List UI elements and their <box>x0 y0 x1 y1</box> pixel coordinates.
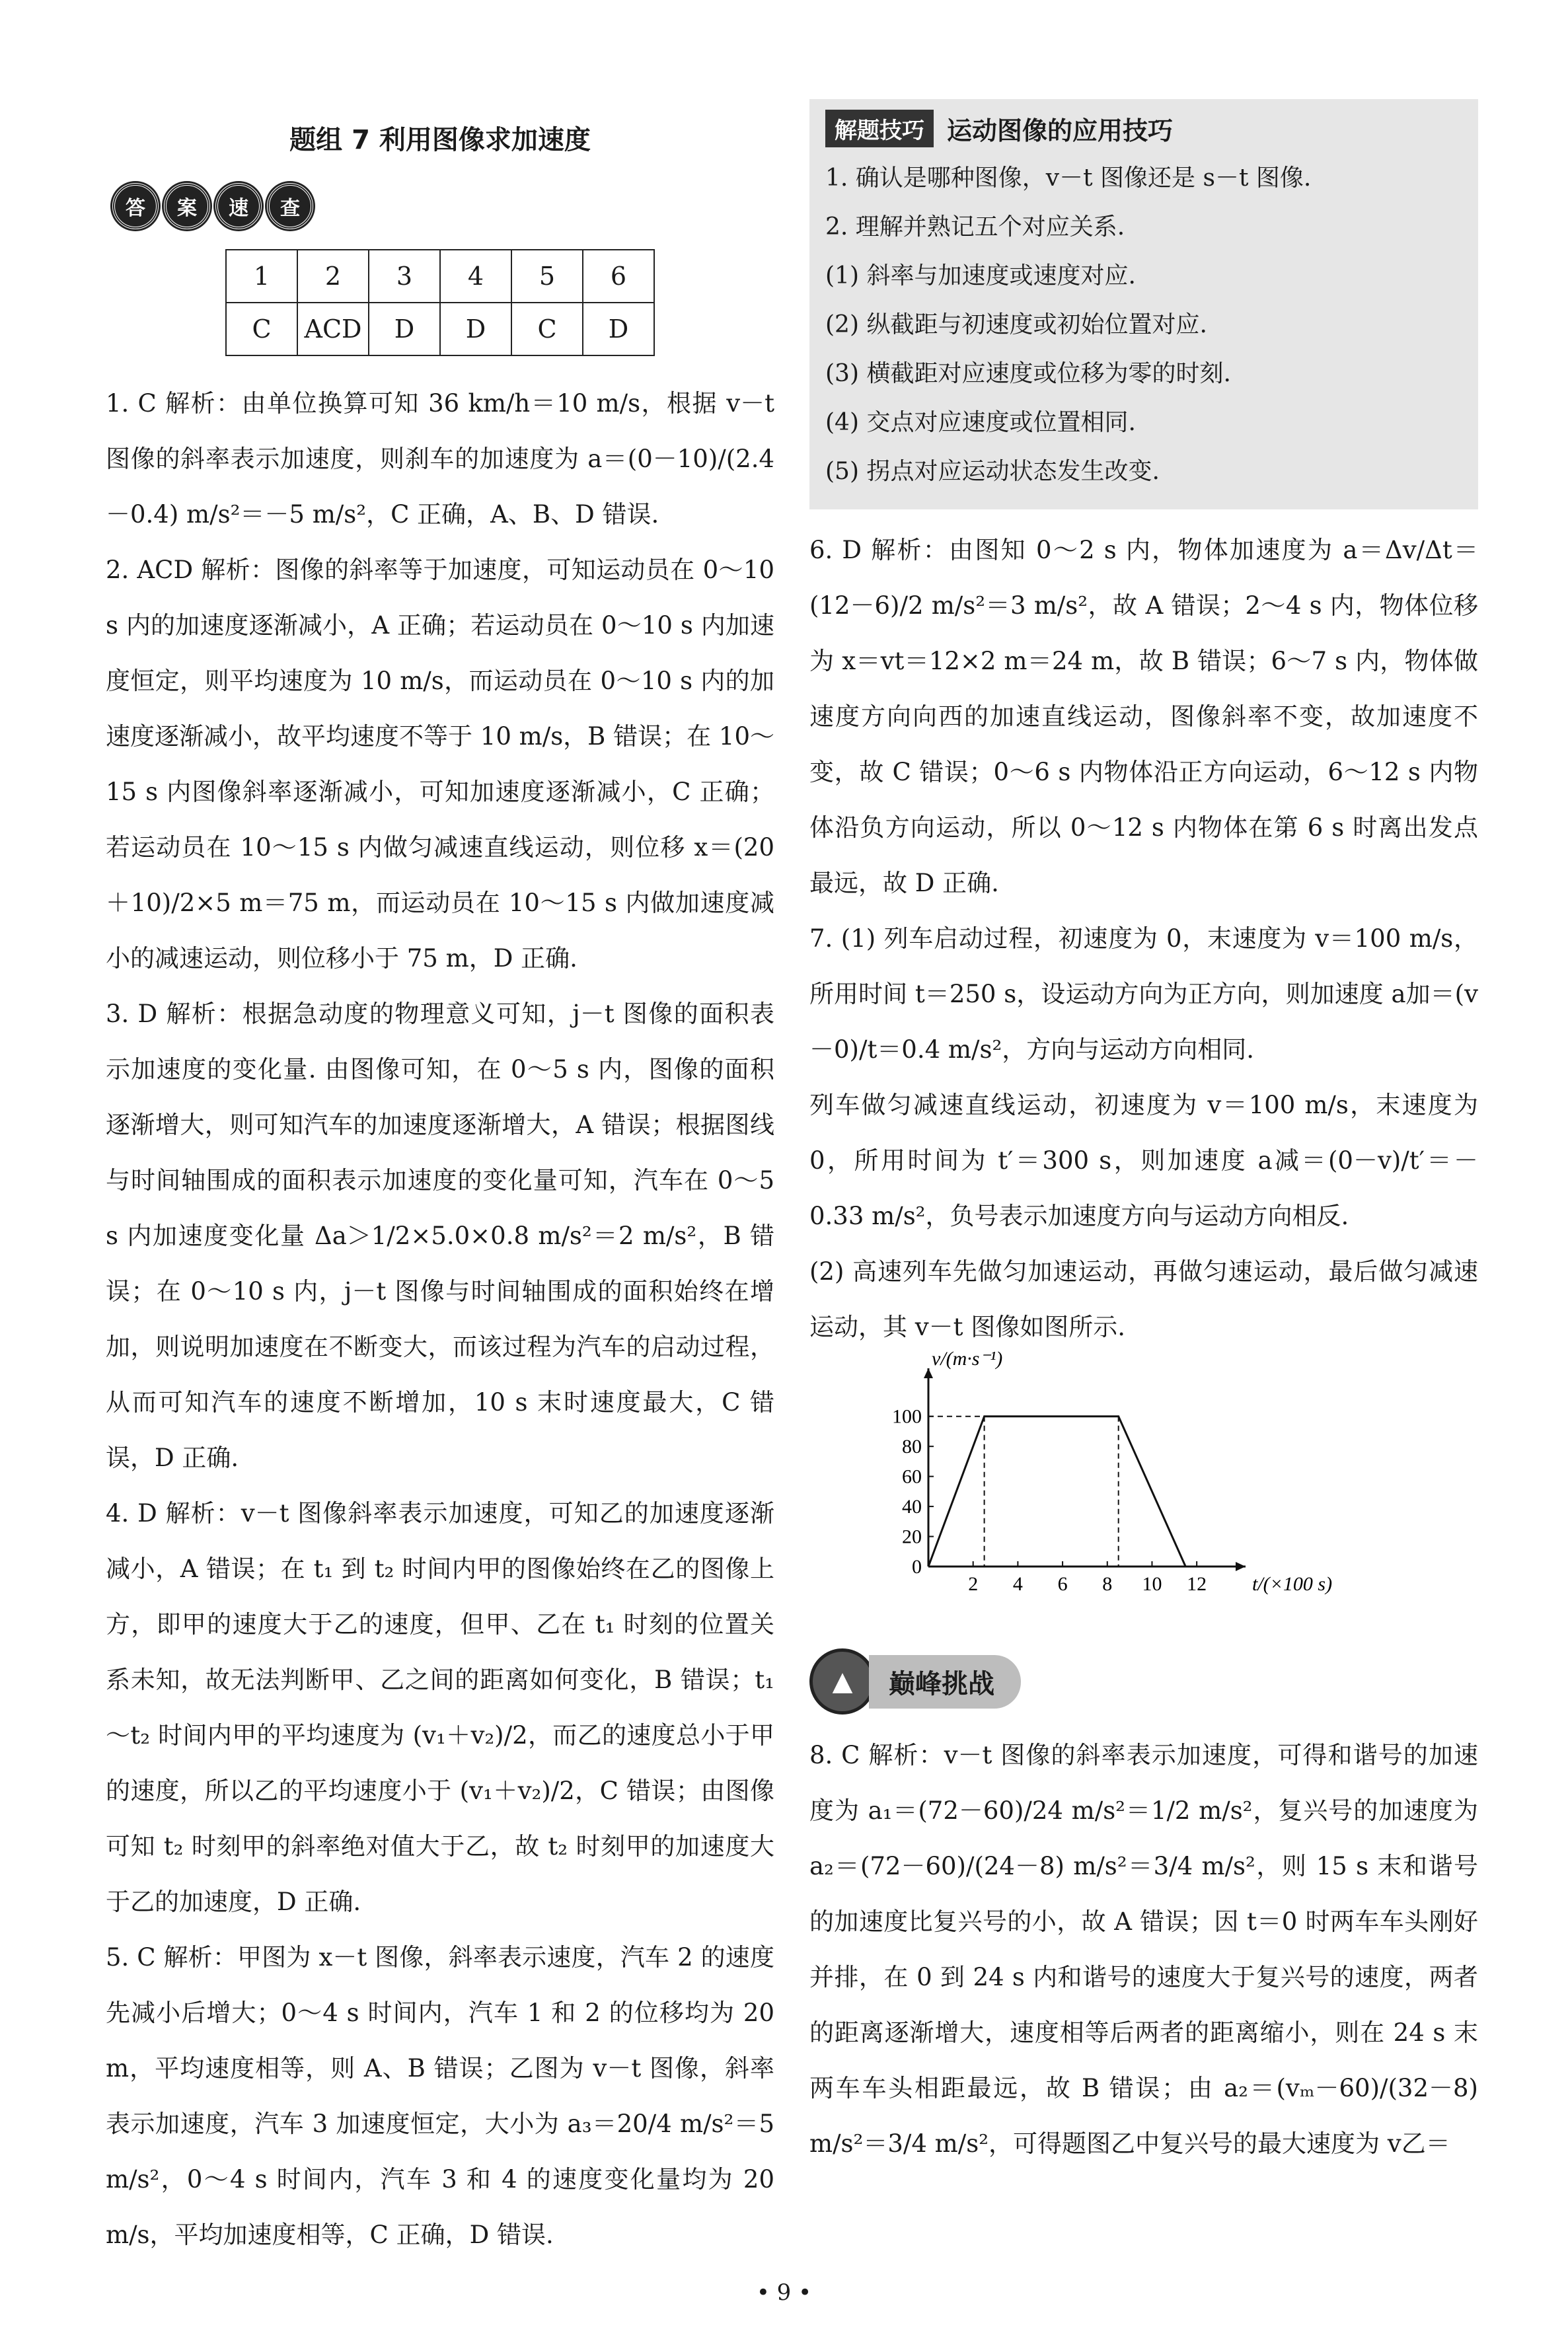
answer-quick-check-badge <box>112 183 774 229</box>
right-column <box>809 99 1478 2172</box>
page-number: • 9 • <box>756 2279 812 2306</box>
peak-challenge-header <box>809 1648 1478 1715</box>
table-cell: 3 <box>369 250 440 303</box>
y-tick-label: 40 <box>902 1496 922 1518</box>
badge-char: 答 <box>112 183 159 229</box>
tips-line: (2) 纵截距与初速度或初始位置对应. <box>825 311 1207 338</box>
left-column <box>106 99 774 2263</box>
x-tick-label: 10 <box>1142 1573 1162 1595</box>
answer-table-row-answers <box>226 303 654 355</box>
origin-label: 0 <box>912 1556 922 1578</box>
tips-line: (3) 横截距对应速度或位移为零的时刻. <box>825 360 1231 387</box>
table-cell: ACD <box>297 303 369 355</box>
solution-5: 5. C 解析：甲图为 x－t 图像，斜率表示速度，汽车 2 的速度先减小后增大；0～4 s 时间内，汽车 1 和 2 的位移均为 20 m，平均速度相等，则 A、B 错误；乙图为 v－t 图像，斜率表示加速度，汽车 3 加速度恒定，大小为 a₃＝20/4 m/s²＝5 m/s²，0～4 s 时间内，汽车 3 和 4 的速度变化量均为 20 m/s，平均加速度相等，C 正确，D 错误. <box>106 1943 774 2249</box>
vt-chart <box>849 1348 1478 1622</box>
table-cell: D <box>583 303 654 355</box>
solution-7-part1: 7. (1) 列车启动过程，初速度为 0，末速度为 v＝100 m/s，所用时间 t＝250 s，设运动方向为正方向，则加速度 a加＝(v－0)/t＝0.4 m/s²，方向与运动方向相同. <box>809 924 1478 1064</box>
x-tick-label: 8 <box>1102 1573 1113 1595</box>
y-axis-arrow <box>924 1368 933 1378</box>
table-cell: 6 <box>583 250 654 303</box>
y-tick-label: 20 <box>902 1526 922 1548</box>
table-cell: C <box>226 303 297 355</box>
answer-table-row-numbers <box>226 250 654 303</box>
table-cell: 1 <box>226 250 297 303</box>
x-tick-label: 4 <box>1012 1573 1023 1595</box>
tips-line: 1. 确认是哪种图像，v－t 图像还是 s－t 图像. <box>825 165 1312 192</box>
solution-8: 8. C 解析：v－t 图像的斜率表示加速度，可得和谐号的加速度为 a₁＝(72－60)/24 m/s²＝1/2 m/s²，复兴号的加速度为 a₂＝(72－60)/(24－8) m/s²＝3/4 m/s²，则 15 s 末和谐号的加速度比复兴号的小，故 A 错误；因 t＝0 时两车车头刚好并排，在 0 到 24 s 内和谐号的速度大于复兴号的速度，两者的距离逐渐增大，速度相等后两者的距离缩小，则在 24 s 末两车车头相距最远，故 B 错误；由 a₂＝(vₘ－60)/(32－8) m/s²＝3/4 m/s²，可得题图乙中复兴号的最大速度为 v乙＝ <box>809 1741 1478 2158</box>
solution-7-part1-cont: 列车做匀减速直线运动，初速度为 v＝100 m/s，末速度为 0，所用时间为 t′＝300 s，则加速度 a减＝(0－v)/t′＝－0.33 m/s²，负号表示加速度方向与运动方向相反. <box>809 1091 1478 1230</box>
tips-line: (1) 斜率与加速度或速度对应. <box>825 262 1136 289</box>
tips-line: (5) 拐点对应运动状态发生改变. <box>825 458 1160 485</box>
badge-char: 速 <box>215 183 262 229</box>
solution-2: 2. ACD 解析：图像的斜率等于加速度，可知运动员在 0～10 s 内的加速度逐渐减小，A 正确；若运动员在 0～10 s 内加速度恒定，则平均速度为 10 m/s，而运动员在 0～10 s 内的加速度逐渐减小，故平均速度不等于 10 m/s，B 错误；在 10～15 s 内图像斜率逐渐减小，可知加速度逐渐减小，C 正确；若运动员在 10～15 s 内做匀减速直线运动，则位移 x＝(20＋10)/2×5 m＝75 m，而运动员在 10～15 s 内做加速度减小的减速运动，则位移小于 75 m，D 正确. <box>106 556 774 973</box>
badge-char: 案 <box>164 183 210 229</box>
x-tick-label: 2 <box>968 1573 979 1595</box>
tips-title: 运动图像的应用技巧 <box>947 116 1174 145</box>
section-title: 题组 7 利用图像求加速度 <box>289 125 591 155</box>
table-cell: 4 <box>440 250 511 303</box>
tips-line: 2. 理解并熟记五个对应关系. <box>825 213 1125 240</box>
table-cell: 2 <box>297 250 369 303</box>
table-cell: D <box>440 303 511 355</box>
badge-char: 查 <box>267 183 313 229</box>
table-cell: D <box>369 303 440 355</box>
series-line <box>928 1417 1185 1567</box>
solution-4: 4. D 解析：v－t 图像斜率表示加速度，可知乙的加速度逐渐减小，A 错误；在 t₁ 到 t₂ 时间内甲的图像始终在乙的图像上方，即甲的速度大于乙的速度，但甲、乙在 t₁ 时刻的位置关系未知，故无法判断甲、乙之间的距离如何变化，B 错误；t₁～t₂ 时间内甲的平均速度为 (v₁＋v₂)/2，而乙的速度总小于甲的速度，所以乙的平均速度小于 (v₁＋v₂)/2，C 错误；由图像可知 t₂ 时刻甲的斜率绝对值大于乙，故 t₂ 时刻甲的加速度大于乙的加速度，D 正确. <box>106 1499 774 1916</box>
y-tick-label: 100 <box>892 1405 922 1428</box>
tips-header <box>825 110 1462 147</box>
x-tick-label: 6 <box>1057 1573 1068 1595</box>
y-tick-label: 80 <box>902 1436 922 1458</box>
solution-6: 6. D 解析：由图知 0～2 s 内，物体加速度为 a＝Δv/Δt＝(12－6)/2 m/s²＝3 m/s²，故 A 错误；2～4 s 内，物体位移为 x＝vt＝12×2 m＝24 m，故 B 错误；6～7 s 内，物体做速度方向向西的加速直线运动，图像斜率不变，故加速度不变，故 C 错误；0～6 s 内物体沿正方向运动，6～12 s 内物体沿负方向运动，所以 0～12 s 内物体在第 6 s 时离出发点最远，故 D 正确. <box>809 536 1478 897</box>
solution-7-part2: (2) 高速列车先做匀加速运动，再做匀速运动，最后做匀减速运动，其 v－t 图像如图所示. <box>809 1257 1478 1341</box>
table-cell: 5 <box>511 250 583 303</box>
tips-tag: 解题技巧 <box>825 110 934 147</box>
x-axis-label: t/(×100 s) <box>1252 1573 1333 1595</box>
tips-box <box>809 99 1478 509</box>
solution-1: 1. C 解析：由单位换算可知 36 km/h＝10 m/s，根据 v－t 图像的斜率表示加速度，则刹车的加速度为 a＝(0－10)/(2.4－0.4) m/s²＝－5 m/s²，C 正确，A、B、D 错误. <box>106 389 774 529</box>
y-tick-label: 60 <box>902 1465 922 1488</box>
answer-table <box>225 249 655 356</box>
vt-chart-svg <box>849 1348 1333 1619</box>
section-label: 巅峰挑战 <box>869 1655 1021 1709</box>
x-axis-arrow <box>1236 1562 1246 1571</box>
y-axis-label: v/(m·s⁻¹) <box>932 1348 1003 1370</box>
x-tick-label: 12 <box>1187 1573 1207 1595</box>
table-cell: C <box>511 303 583 355</box>
mountain-icon: ▲ <box>809 1648 876 1715</box>
tips-line: (4) 交点对应速度或位置相同. <box>825 409 1136 436</box>
solution-3: 3. D 解析：根据急动度的物理意义可知，j－t 图像的面积表示加速度的变化量. 由图像可知，在 0～5 s 内，图像的面积逐渐增大，则可知汽车的加速度逐渐增大，A 错误；根据图线与时间轴围成的面积表示加速度的变化量可知，汽车在 0～5 s 内加速度变化量 Δa＞1/2×5.0×0.8 m/s²＝2 m/s²，B 错误；在 0～10 s 内，j－t 图像与时间轴围成的面积始终在增加，则说明加速度在不断变大，而该过程为汽车的启动过程，从而可知汽车的速度不断增加，10 s 末时速度最大，C 错误，D 正确. <box>106 1000 774 1472</box>
